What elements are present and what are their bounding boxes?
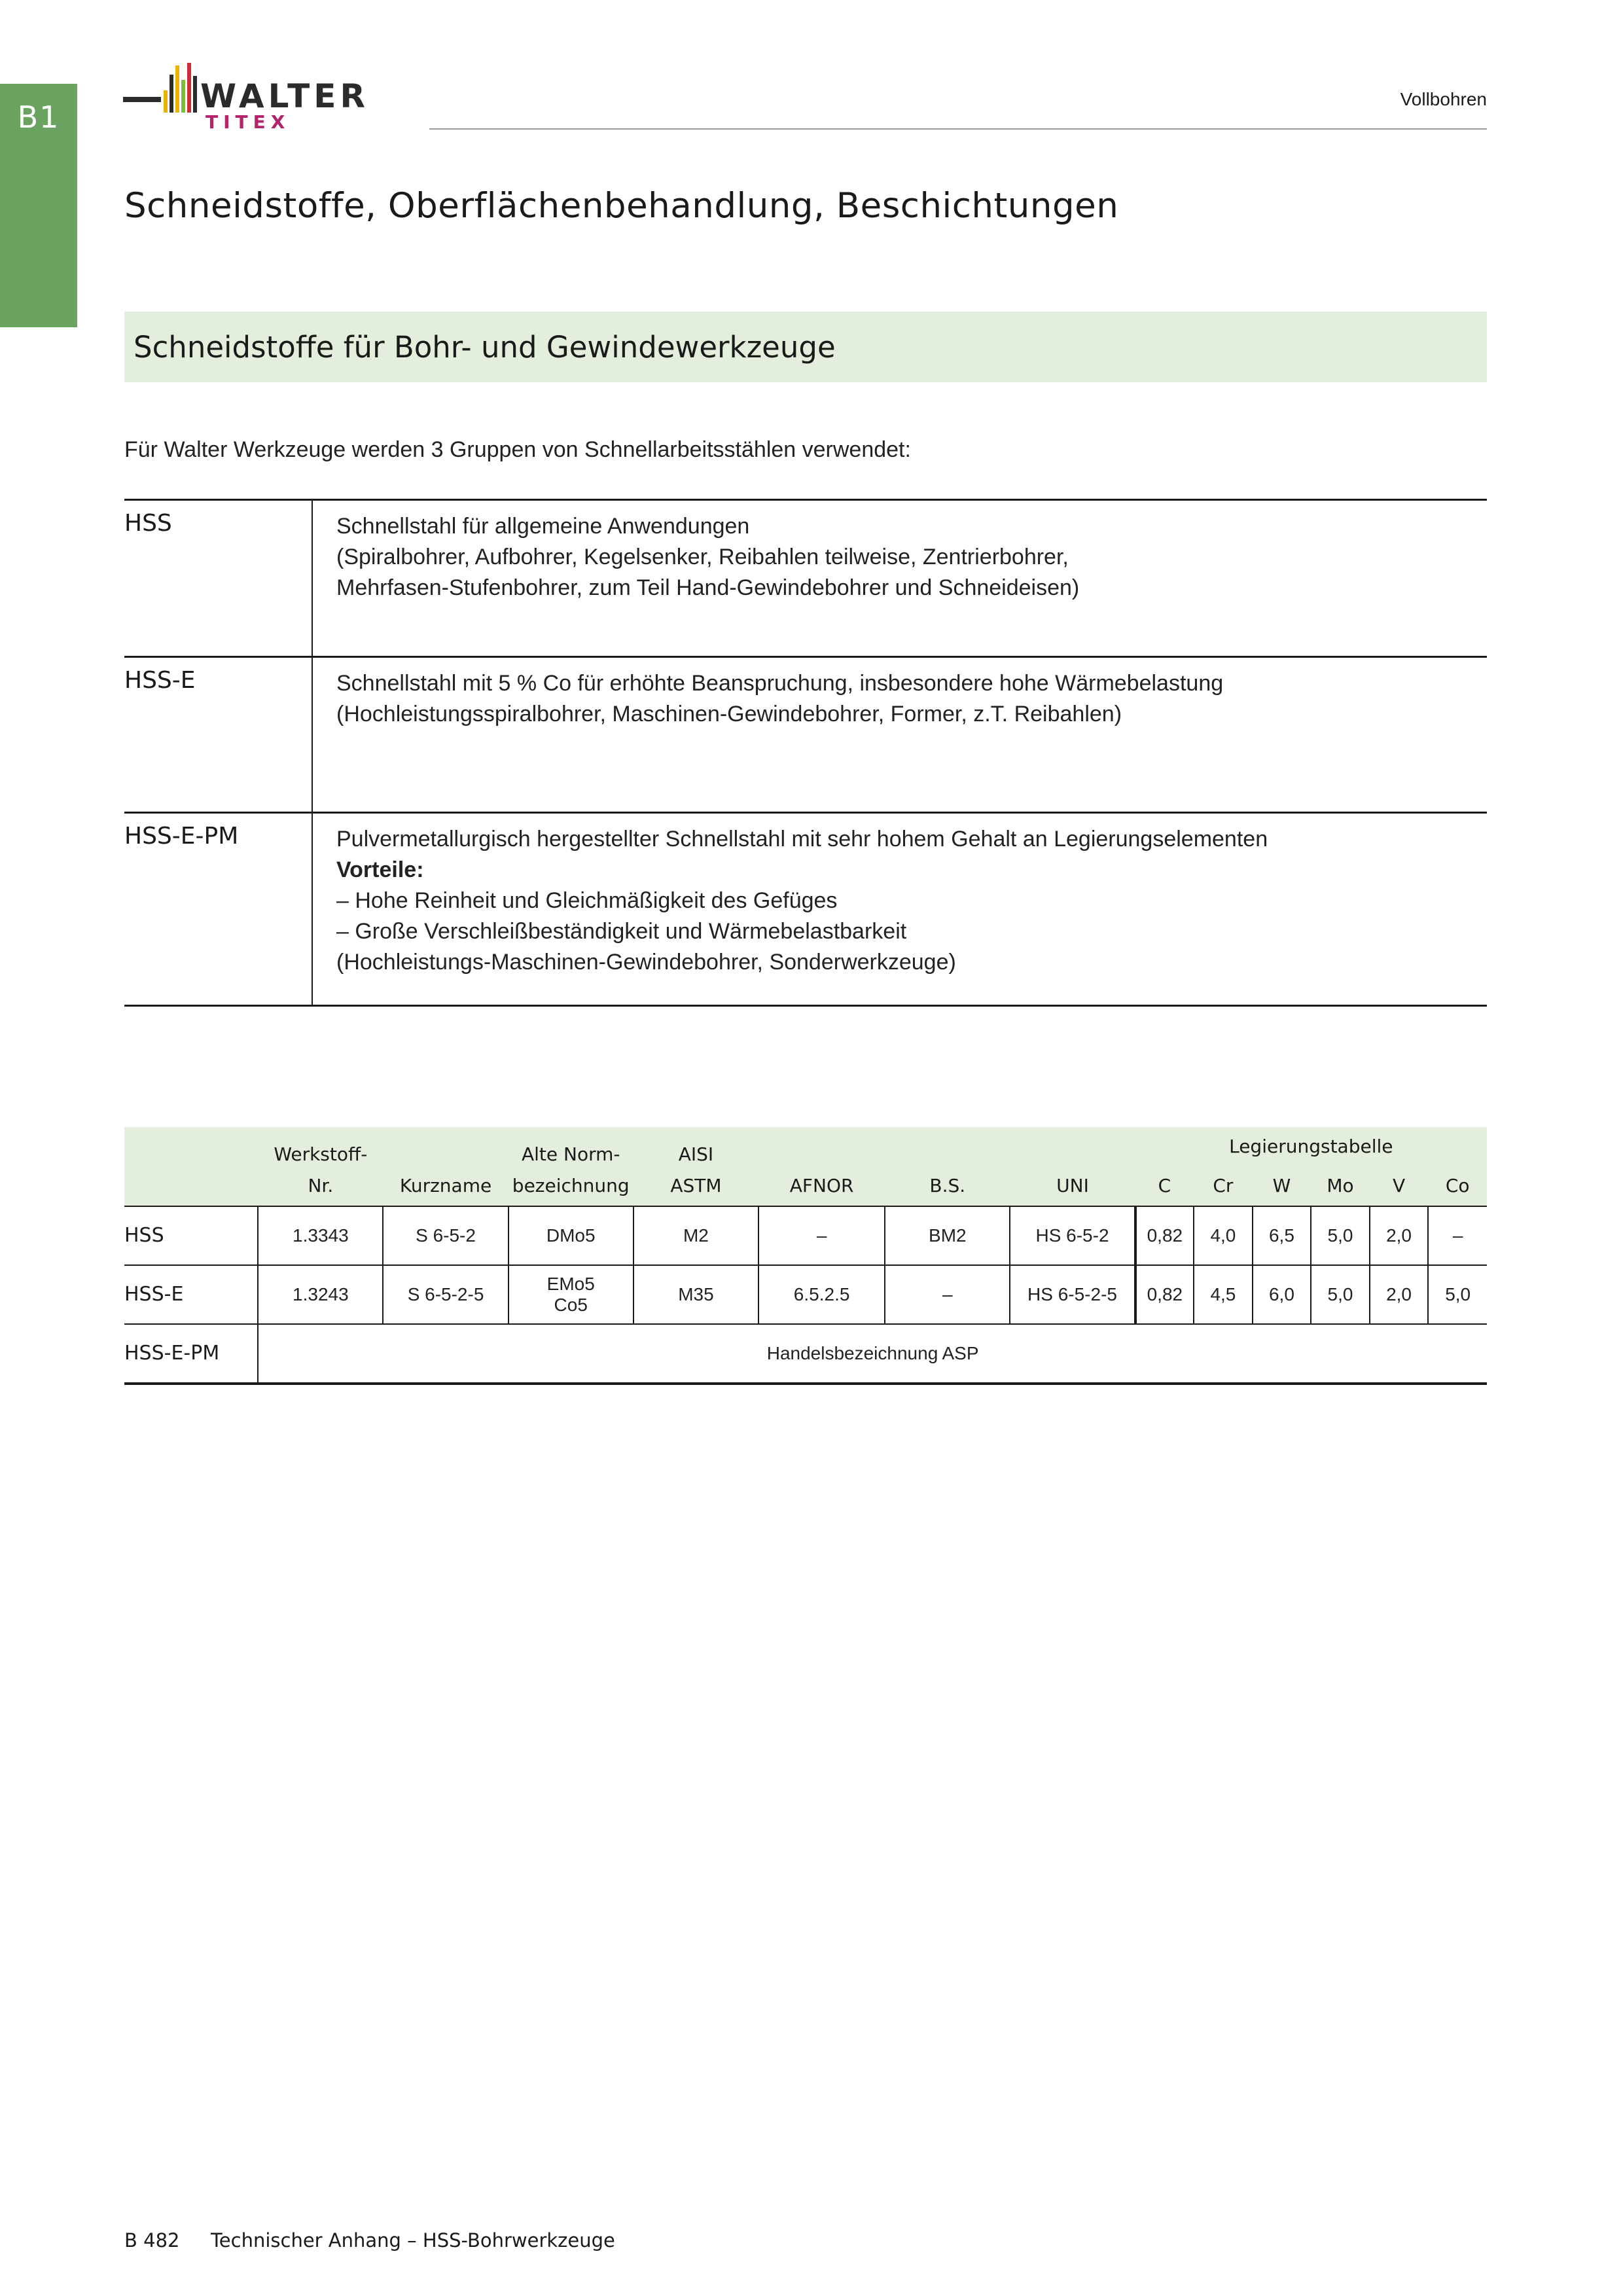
cell-w: 6,0 <box>1253 1265 1311 1324</box>
cell-werkstoff: 1.3343 <box>258 1206 383 1265</box>
cell-bs: – <box>885 1265 1010 1324</box>
header-bs: B.S. <box>885 1166 1010 1206</box>
material-row-hss-e-pm <box>124 812 1487 1007</box>
material-description <box>336 668 1487 730</box>
header-rule <box>429 128 1487 130</box>
cell-afnor: 6.5.2.5 <box>758 1265 885 1324</box>
header-astm: ASTM <box>633 1166 758 1206</box>
cell-kurzname: S 6-5-2-5 <box>383 1265 508 1324</box>
header-kurzname: Kurzname <box>383 1166 508 1206</box>
cell-kurzname: S 6-5-2 <box>383 1206 508 1265</box>
cell-werkstoff: 1.3243 <box>258 1265 383 1324</box>
page-number: B 482 <box>124 2229 180 2251</box>
cell-alte-norm: DMo5 <box>508 1206 633 1265</box>
advantages-label: Vorteile: <box>336 857 424 882</box>
chapter-tab <box>0 84 77 327</box>
header-aisi: AISI <box>633 1127 758 1166</box>
description-line: Schnellstahl für allgemeine Anwendungen <box>336 514 750 539</box>
section-label: Vollbohren <box>1400 89 1487 109</box>
subheading-bar <box>124 312 1487 382</box>
column-divider <box>312 658 313 812</box>
cell-aisi: M35 <box>633 1265 758 1324</box>
description-line: Mehrfasen-Stufenbohrer, zum Teil Hand-Gewindebohrer und Schneideisen) <box>336 575 1080 600</box>
materials-table <box>124 499 1487 1007</box>
row-label: HSS-E <box>124 1265 258 1324</box>
material-name: HSS <box>124 510 172 537</box>
cell-merged: Handelsbezeichnung ASP <box>258 1324 1487 1384</box>
cell-c: 0,82 <box>1135 1206 1194 1265</box>
cell-aisi: M2 <box>633 1206 758 1265</box>
cell-mo: 5,0 <box>1311 1265 1370 1324</box>
cell-w: 6,5 <box>1253 1206 1311 1265</box>
cell-co: 5,0 <box>1428 1265 1487 1324</box>
alte-norm-line-1: EMo5 <box>546 1274 595 1294</box>
row-label: HSS-E-PM <box>124 1324 258 1384</box>
description-line: (Hochleistungs-Maschinen-Gewindebohrer, Sonderwerkzeuge) <box>336 950 956 975</box>
header-afnor: AFNOR <box>758 1166 885 1206</box>
alte-norm-line-2: Co5 <box>554 1295 588 1315</box>
description-line: – Große Verschleißbeständigkeit und Wärmebelastbarkeit <box>336 919 907 944</box>
description-line: (Spiralbohrer, Aufbohrer, Kegelsenker, Reibahlen teilweise, Zentrierbohrer, <box>336 545 1069 569</box>
logo-wordmark: WALTER <box>200 77 369 115</box>
logo-subtext: TITEX <box>205 111 291 132</box>
cell-afnor: – <box>758 1206 885 1265</box>
table-row <box>124 1265 1487 1324</box>
cell-c: 0,82 <box>1135 1265 1194 1324</box>
chapter-tab-label: B1 <box>17 99 60 135</box>
footer-text: Technischer Anhang – HSS-Bohrwerkzeuge <box>211 2229 615 2251</box>
alloy-table <box>124 1127 1487 1385</box>
header-w: W <box>1253 1166 1311 1206</box>
subheading: Schneidstoffe für Bohr- und Gewindewerkzeuge <box>134 330 836 365</box>
cell-alte-norm <box>508 1265 633 1324</box>
header-cr: Cr <box>1194 1166 1253 1206</box>
page-title: Schneidstoffe, Oberflächenbehandlung, Beschichtungen <box>124 186 1119 226</box>
column-divider <box>312 501 313 656</box>
description-line: Schnellstahl mit 5 % Co für erhöhte Beanspruchung, insbesondere hohe Wärmebelastung <box>336 671 1224 696</box>
cell-cr: 4,5 <box>1194 1265 1253 1324</box>
header-c: C <box>1135 1166 1194 1206</box>
material-name: HSS-E-PM <box>124 823 239 850</box>
header-co: Co <box>1428 1166 1487 1206</box>
header-legierungstabelle: Legierungstabelle <box>1135 1127 1487 1166</box>
header-bezeichnung: bezeichnung <box>508 1166 633 1206</box>
walter-titex-logo <box>123 60 402 132</box>
material-row-hss-e <box>124 656 1487 812</box>
header-werkstoff-nr: Nr. <box>258 1166 383 1206</box>
description-line: (Hochleistungsspiralbohrer, Maschinen-Gewindebohrer, Former, z.T. Reibahlen) <box>336 702 1122 726</box>
cell-cr: 4,0 <box>1194 1206 1253 1265</box>
cell-uni: HS 6-5-2-5 <box>1010 1265 1135 1324</box>
table-row <box>124 1206 1487 1265</box>
header-alte-norm: Alte Norm- <box>508 1127 633 1166</box>
material-description <box>336 511 1487 603</box>
material-row-hss <box>124 499 1487 656</box>
intro-text: Für Walter Werkzeuge werden 3 Gruppen von Schnellarbeitsstählen verwendet: <box>124 437 911 462</box>
description-line: – Hohe Reinheit und Gleichmäßigkeit des Gefüges <box>336 888 838 913</box>
column-divider <box>312 814 313 1005</box>
material-description <box>336 824 1487 978</box>
header-v: V <box>1370 1166 1429 1206</box>
header-mo: Mo <box>1311 1166 1370 1206</box>
cell-bs: BM2 <box>885 1206 1010 1265</box>
cell-mo: 5,0 <box>1311 1206 1370 1265</box>
header-werkstoff: Werkstoff- <box>258 1127 383 1166</box>
row-label: HSS <box>124 1206 258 1265</box>
description-line: Pulvermetallurgisch hergestellter Schnellstahl mit sehr hohem Gehalt an Legierungselementen <box>336 827 1268 852</box>
cell-v: 2,0 <box>1370 1265 1429 1324</box>
cell-co: – <box>1428 1206 1487 1265</box>
material-name: HSS-E <box>124 667 196 694</box>
cell-uni: HS 6-5-2 <box>1010 1206 1135 1265</box>
header-uni: UNI <box>1010 1166 1135 1206</box>
table-row <box>124 1324 1487 1384</box>
cell-v: 2,0 <box>1370 1206 1429 1265</box>
